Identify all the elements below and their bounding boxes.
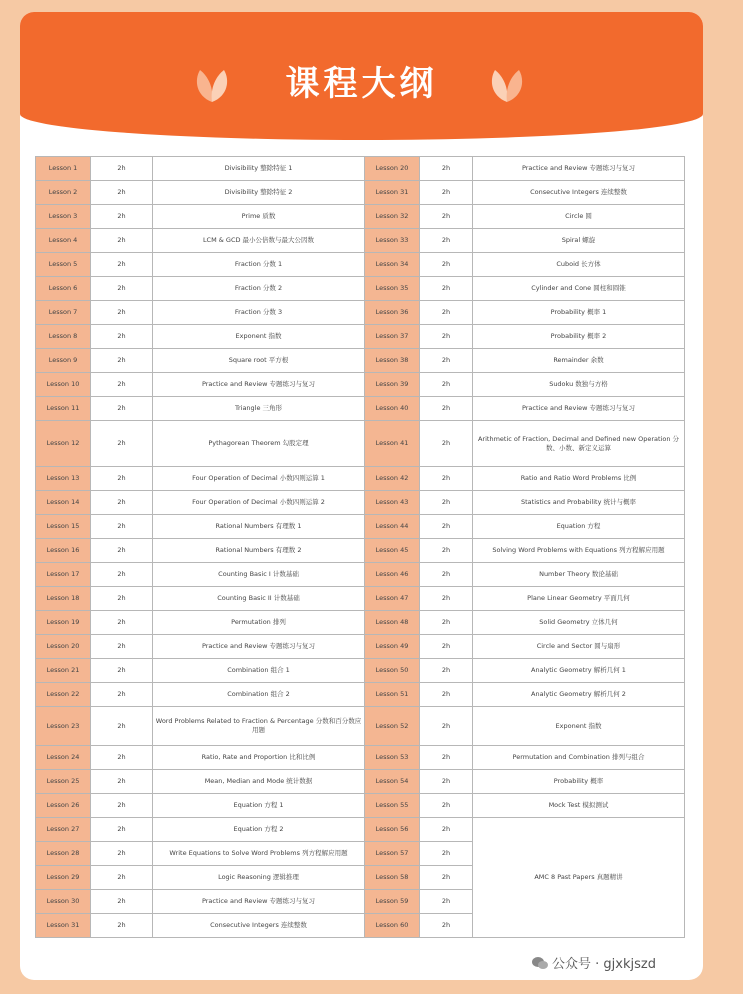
lesson-cell: Lesson 18 [36,587,91,611]
topic-cell: Statistics and Probability 统计与概率 [473,491,685,515]
hours-cell: 2h [91,866,153,890]
lesson-cell: Lesson 36 [365,301,420,325]
hours-cell: 2h [420,349,473,373]
topic-cell: Number Theory 数论基础 [473,563,685,587]
table-row [36,587,685,611]
topic-cell: Spiral 螺旋 [473,229,685,253]
topic-cell: Consecutive Integers 连续整数 [153,914,365,938]
table-row [36,611,685,635]
table-row [36,515,685,539]
topic-cell: Plane Linear Geometry 平面几何 [473,587,685,611]
hours-cell: 2h [91,683,153,707]
hours-cell: 2h [420,563,473,587]
lesson-cell: Lesson 25 [36,770,91,794]
hours-cell: 2h [420,157,473,181]
lesson-cell: Lesson 39 [365,373,420,397]
hours-cell: 2h [420,205,473,229]
hours-cell: 2h [420,818,473,842]
lesson-cell: Lesson 30 [36,890,91,914]
lesson-cell: Lesson 7 [36,301,91,325]
topic-cell: Equation 方程 [473,515,685,539]
topic-cell: Equation 方程 2 [153,818,365,842]
hours-cell: 2h [91,515,153,539]
topic-cell: Pythagorean Theorem 勾股定理 [153,421,365,467]
hours-cell: 2h [420,181,473,205]
topic-cell: Practice and Review 专题练习与复习 [153,635,365,659]
lesson-cell: Lesson 53 [365,746,420,770]
lesson-cell: Lesson 32 [365,205,420,229]
hours-cell: 2h [420,914,473,938]
topic-cell: Write Equations to Solve Word Problems 列方程解应用题 [153,842,365,866]
topic-cell: Counting Basic I 计数基础 [153,563,365,587]
hours-cell: 2h [91,421,153,467]
topic-cell: Four Operation of Decimal 小数四则运算 2 [153,491,365,515]
hours-cell: 2h [91,611,153,635]
lesson-cell: Lesson 52 [365,707,420,746]
topic-cell: Analytic Geometry 解析几何 2 [473,683,685,707]
lesson-cell: Lesson 56 [365,818,420,842]
topic-cell-merged: AMC 8 Past Papers 真题精讲 [473,818,685,938]
hours-cell: 2h [420,659,473,683]
table-row [36,707,685,746]
hours-cell: 2h [91,157,153,181]
lesson-cell: Lesson 22 [36,683,91,707]
wechat-icon [532,956,548,970]
hours-cell: 2h [91,914,153,938]
topic-cell: Probability 概率 1 [473,301,685,325]
hours-cell: 2h [420,683,473,707]
table-row [36,770,685,794]
lesson-cell: Lesson 41 [365,421,420,467]
lesson-cell: Lesson 54 [365,770,420,794]
topic-cell: Practice and Review 专题练习与复习 [153,890,365,914]
lesson-cell: Lesson 12 [36,421,91,467]
topic-cell: Divisibility 整除特征 1 [153,157,365,181]
table-row [36,683,685,707]
table-row [36,491,685,515]
table-row [36,277,685,301]
topic-cell: Divisibility 整除特征 2 [153,181,365,205]
page-title: 课程大纲 [285,64,438,104]
hours-cell: 2h [91,587,153,611]
lesson-cell: Lesson 5 [36,253,91,277]
topic-cell: Permutation 排列 [153,611,365,635]
hours-cell: 2h [420,707,473,746]
lesson-cell: Lesson 47 [365,587,420,611]
topic-cell: Probability 概率 [473,770,685,794]
hours-cell: 2h [91,890,153,914]
lesson-cell: Lesson 21 [36,659,91,683]
topic-cell: Permutation and Combination 排列与组合 [473,746,685,770]
hours-cell: 2h [91,563,153,587]
lesson-cell: Lesson 17 [36,563,91,587]
topic-cell: Analytic Geometry 解析几何 1 [473,659,685,683]
lesson-cell: Lesson 57 [365,842,420,866]
hours-cell: 2h [91,635,153,659]
lesson-cell: Lesson 44 [365,515,420,539]
hours-cell: 2h [420,842,473,866]
topic-cell: Rational Numbers 有理数 1 [153,515,365,539]
lesson-cell: Lesson 15 [36,515,91,539]
lesson-cell: Lesson 59 [365,890,420,914]
watermark-text: 公众号 · gjxkjszd [552,957,656,972]
topic-cell: Sudoku 数独与方格 [473,373,685,397]
topic-cell: Circle and Sector 圆与扇形 [473,635,685,659]
lesson-cell: Lesson 40 [365,397,420,421]
topic-cell: LCM & GCD 最小公倍数与最大公因数 [153,229,365,253]
lesson-cell: Lesson 1 [36,157,91,181]
topic-cell: Ratio, Rate and Proportion 比和比例 [153,746,365,770]
hours-cell: 2h [91,539,153,563]
topic-cell: Practice and Review 专题练习与复习 [473,397,685,421]
hours-cell: 2h [91,373,153,397]
topic-cell: Ratio and Ratio Word Problems 比例 [473,467,685,491]
lesson-cell: Lesson 55 [365,794,420,818]
lesson-cell: Lesson 11 [36,397,91,421]
lesson-cell: Lesson 6 [36,277,91,301]
topic-cell: Cuboid 长方体 [473,253,685,277]
topic-cell: Rational Numbers 有理数 2 [153,539,365,563]
hours-cell: 2h [91,467,153,491]
lesson-cell: Lesson 14 [36,491,91,515]
table-row [36,421,685,467]
lesson-cell: Lesson 48 [365,611,420,635]
topic-cell: Fraction 分数 3 [153,301,365,325]
hours-cell: 2h [420,301,473,325]
lesson-cell: Lesson 33 [365,229,420,253]
lesson-cell: Lesson 20 [365,157,420,181]
topic-cell: Practice and Review 专题练习与复习 [153,373,365,397]
lesson-cell: Lesson 20 [36,635,91,659]
lesson-cell: Lesson 8 [36,325,91,349]
table-row [36,635,685,659]
topic-cell: Equation 方程 1 [153,794,365,818]
topic-cell: Exponent 指数 [473,707,685,746]
lesson-cell: Lesson 3 [36,205,91,229]
hours-cell: 2h [91,229,153,253]
lesson-cell: Lesson 23 [36,707,91,746]
lesson-cell: Lesson 51 [365,683,420,707]
lesson-cell: Lesson 34 [365,253,420,277]
hours-cell: 2h [420,635,473,659]
topic-cell: Fraction 分数 1 [153,253,365,277]
topic-cell: Square root 平方根 [153,349,365,373]
hours-cell: 2h [420,866,473,890]
hours-cell: 2h [91,659,153,683]
hours-cell: 2h [420,539,473,563]
topic-cell: Combination 组合 2 [153,683,365,707]
lesson-cell: Lesson 2 [36,181,91,205]
topic-cell: Exponent 指数 [153,325,365,349]
lesson-cell: Lesson 4 [36,229,91,253]
lesson-cell: Lesson 45 [365,539,420,563]
lesson-cell: Lesson 13 [36,467,91,491]
hours-cell: 2h [420,325,473,349]
lesson-cell: Lesson 42 [365,467,420,491]
table-row [36,373,685,397]
lesson-cell: Lesson 58 [365,866,420,890]
topic-cell: Probability 概率 2 [473,325,685,349]
topic-cell: Mean, Median and Mode 统计数据 [153,770,365,794]
hours-cell: 2h [91,491,153,515]
table-row [36,325,685,349]
hours-cell: 2h [420,890,473,914]
hours-cell: 2h [420,491,473,515]
table-row [36,301,685,325]
hours-cell: 2h [91,794,153,818]
hours-cell: 2h [420,277,473,301]
hours-cell: 2h [420,611,473,635]
topic-cell: Arithmetic of Fraction, Decimal and Defined new Operation 分数、小数、新定义运算 [473,421,685,467]
topic-cell: Combination 组合 1 [153,659,365,683]
hours-cell: 2h [420,373,473,397]
lesson-cell: Lesson 46 [365,563,420,587]
hours-cell: 2h [420,770,473,794]
hours-cell: 2h [420,587,473,611]
topic-cell: Consecutive Integers 连续整数 [473,181,685,205]
lesson-cell: Lesson 60 [365,914,420,938]
lesson-cell: Lesson 31 [365,181,420,205]
topic-cell: Solving Word Problems with Equations 列方程解应用题 [473,539,685,563]
hours-cell: 2h [91,205,153,229]
table-row [36,467,685,491]
hours-cell: 2h [91,818,153,842]
lesson-cell: Lesson 16 [36,539,91,563]
table-row [36,157,685,181]
hours-cell: 2h [91,349,153,373]
watermark [532,953,656,972]
topic-cell: Four Operation of Decimal 小数四则运算 1 [153,467,365,491]
hours-cell: 2h [420,746,473,770]
lesson-cell: Lesson 26 [36,794,91,818]
topic-cell: Solid Geometry 立体几何 [473,611,685,635]
lesson-cell: Lesson 29 [36,866,91,890]
table-row [36,659,685,683]
lesson-cell: Lesson 24 [36,746,91,770]
hours-cell: 2h [91,277,153,301]
topic-cell: Circle 圆 [473,205,685,229]
lesson-cell: Lesson 43 [365,491,420,515]
topic-cell: Practice and Review 专题练习与复习 [473,157,685,181]
table-row [36,349,685,373]
topic-cell: Mock Test 模拟测试 [473,794,685,818]
hours-cell: 2h [91,397,153,421]
topic-cell: Fraction 分数 2 [153,277,365,301]
hours-cell: 2h [420,229,473,253]
table-row [36,181,685,205]
hours-cell: 2h [91,181,153,205]
lesson-cell: Lesson 37 [365,325,420,349]
topic-cell: Word Problems Related to Fraction & Percentage 分数和百分数应用题 [153,707,365,746]
topic-cell: Cylinder and Cone 圆柱和圆锥 [473,277,685,301]
hours-cell: 2h [91,746,153,770]
hours-cell: 2h [420,794,473,818]
topic-cell: Counting Basic II 计数基础 [153,587,365,611]
table-row [36,229,685,253]
topic-cell: Triangle 三角形 [153,397,365,421]
lesson-cell: Lesson 9 [36,349,91,373]
table-row [36,794,685,818]
lesson-cell: Lesson 50 [365,659,420,683]
table-row [36,563,685,587]
lesson-cell: Lesson 31 [36,914,91,938]
table-row [36,539,685,563]
lesson-cell: Lesson 10 [36,373,91,397]
hours-cell: 2h [91,301,153,325]
lesson-cell: Lesson 19 [36,611,91,635]
lesson-cell: Lesson 28 [36,842,91,866]
table-row [36,205,685,229]
lesson-cell: Lesson 49 [365,635,420,659]
table-row [36,818,685,842]
hours-cell: 2h [420,515,473,539]
table-row [36,253,685,277]
topic-cell: Prime 质数 [153,205,365,229]
table-row [36,746,685,770]
hours-cell: 2h [91,325,153,349]
syllabus-table [35,156,685,938]
topic-cell: Logic Reasoning 逻辑推理 [153,866,365,890]
leaf-icon [485,62,529,106]
lesson-cell: Lesson 38 [365,349,420,373]
hours-cell: 2h [91,707,153,746]
table-row [36,397,685,421]
topic-cell: Remainder 余数 [473,349,685,373]
hours-cell: 2h [420,253,473,277]
hours-cell: 2h [420,467,473,491]
lesson-cell: Lesson 35 [365,277,420,301]
hours-cell: 2h [91,253,153,277]
hours-cell: 2h [91,770,153,794]
hours-cell: 2h [420,397,473,421]
hours-cell: 2h [91,842,153,866]
lesson-cell: Lesson 27 [36,818,91,842]
hours-cell: 2h [420,421,473,467]
